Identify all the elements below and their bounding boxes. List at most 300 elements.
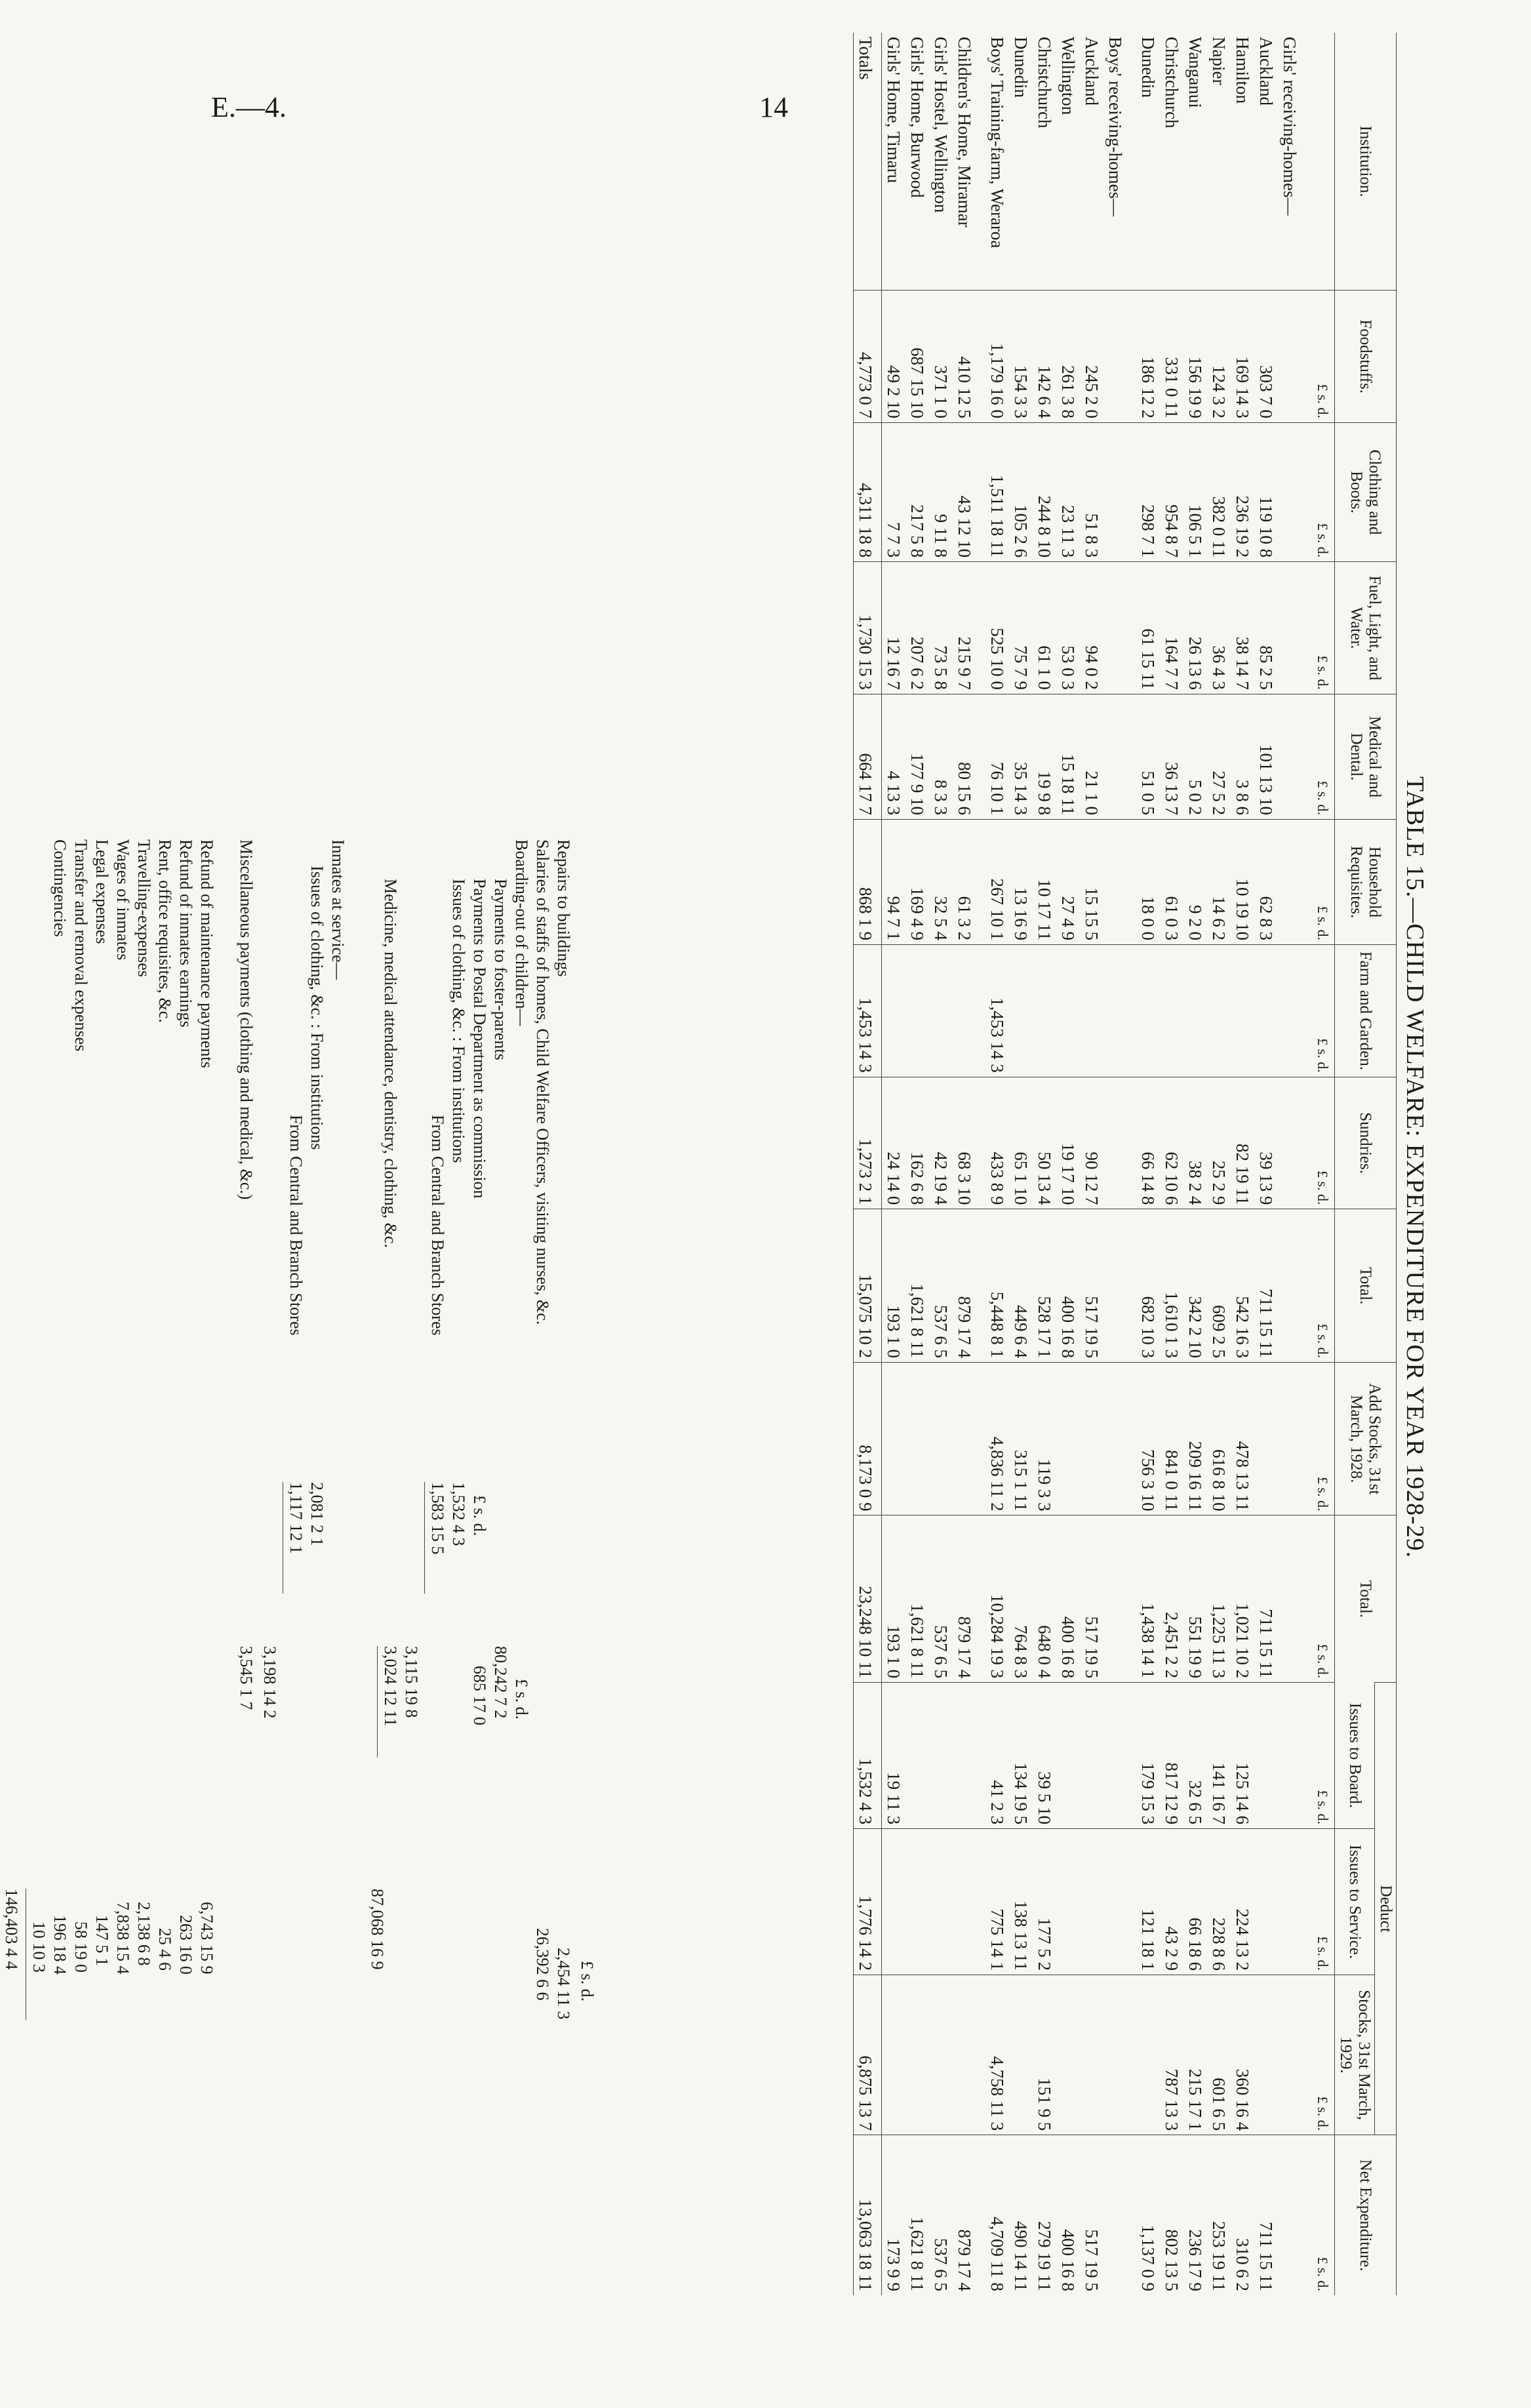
table-cell [905,1829,929,1975]
table-cell: 228 8 6 [1207,1829,1231,1975]
contingencies-amount: 196 18 4 [50,1915,70,1975]
postal-label: Payments to Postal Department as commission [470,879,489,1199]
table-cell [1104,2135,1136,2295]
medicine-sub: 3,024 12 11 [381,1646,400,1727]
issues-central-label: From Central and Branch Stores [428,1115,447,1336]
table-cell: 433 8 9 [985,1077,1009,1209]
table-cell: 9 2 0 [1183,819,1207,944]
issues-unit: £ s. d. [470,1495,489,1536]
refund-maint-label: Refund of maintenance payments [197,839,216,1068]
table-cell: 10,284 19 3 [985,1515,1009,1683]
table-cell: 7 7 3 [882,422,906,561]
table-cell: 1,730 15 3 [854,562,882,694]
refund-maint-amount: 6,743 15 9 [197,1902,216,1975]
legal-label: Legal expenses [92,839,111,944]
table-cell: 4,773 0 7 [854,291,882,423]
table-cell: 21 1 0 [1080,694,1104,819]
travel-amount: 2,138 6 8 [134,1902,153,1966]
table-cell: 10 17 11 [1033,819,1056,944]
table-cell: 4,311 18 8 [854,422,882,561]
table-row [985,33,1009,2295]
table-cell [1104,291,1136,423]
table-cell: 224 13 2 [1231,1829,1254,1975]
table-cell: 12 16 7 [882,562,906,694]
institution-name: Girls' Home, Burwood [907,37,927,198]
table-cell [1104,1362,1136,1515]
table-cell: 193 1 0 [882,1515,906,1683]
table-cell [1136,1975,1160,2135]
table-row [1056,33,1080,2295]
table-cell: 134 19 5 [1009,1683,1033,1829]
table-cell: 35 14 3 [1009,694,1033,819]
table-cell: 310 6 2 [1231,2135,1254,2295]
table-cell: 82 19 11 [1231,1077,1254,1209]
institution-name: Boys' Training-farm, Weraroa [987,37,1007,249]
service-inst-label: Issues of clothing, &c. : From institutions [308,866,327,1150]
table-cell: 1,453 14 3 [854,945,882,1077]
table-cell: 24 14 0 [882,1077,906,1209]
table-row [1136,33,1160,2295]
table-cell [1278,1362,1311,1515]
table-cell: 261 3 8 [1056,291,1080,423]
table-cell [1136,945,1160,1077]
medicine-rule [377,1646,378,1757]
col-institution: Institution. [1335,33,1397,291]
repairs-amount: 2,454 11 3 [554,1948,573,2020]
institution-name: Children's Home, Miramar [955,37,974,228]
table-cell: 80 15 6 [953,694,985,819]
table-cell [1254,1683,1278,1829]
table-cell [1278,1975,1311,2135]
table-cell: 303 7 0 [1254,291,1278,423]
table-cell: 4,836 11 2 [985,1362,1009,1515]
institution-name: Hamilton [1233,37,1252,104]
table-cell: 19 11 3 [882,1683,906,1829]
table-cell: 1,273 2 1 [854,1077,882,1209]
table-cell: 764 8 3 [1009,1515,1033,1683]
table-cell [1104,819,1136,944]
table-cell: 1,438 14 1 [1136,1515,1160,1683]
table-cell: 879 17 4 [953,1209,985,1363]
table-cell: 215 9 7 [953,562,985,694]
table-cell: 687 15 10 [905,291,929,423]
medicine-label: Medicine, medical attendance, dentistry, clothing, &c. [381,879,400,1248]
institution-name: Dunedin [1011,37,1031,98]
table-cell: 66 18 6 [1183,1829,1207,1975]
table-cell: 711 15 11 [1254,1515,1278,1683]
table-cell: 490 14 11 [1009,2135,1033,2295]
wages-label: Wages of inmates [113,839,132,961]
table-cell: 138 13 11 [1009,1829,1033,1975]
table-cell: 1,225 11 3 [1207,1515,1231,1683]
table-cell: 382 0 11 [1207,422,1231,561]
transfer-amount: 58 19 0 [71,1921,90,1973]
table-cell: 169 4 9 [905,819,929,944]
gross-total: 146,403 4 4 [2,1889,21,1970]
institution-name: Girls' receiving-homes— [1280,37,1300,216]
table-cell: 478 13 11 [1231,1362,1254,1515]
table-cell: 682 10 3 [1136,1209,1160,1363]
col-foodstuffs: Foodstuffs. [1335,291,1397,423]
table-row [1009,33,1033,2295]
totals-row [854,33,882,2295]
table-cell: 528 17 1 [1033,1209,1056,1363]
table-cell: 27 5 2 [1207,694,1231,819]
table-cell: 756 3 10 [1136,1362,1160,1515]
issues-institutions: 1,532 4 3 [449,1482,468,1546]
table-cell [929,1362,953,1515]
table-row [882,33,906,2295]
table-cell [1231,945,1254,1077]
table-cell: 36 13 7 [1160,694,1183,819]
table-cell: 1,621 8 11 [905,1209,929,1363]
col-net: Net Expenditure. [1335,2135,1397,2295]
table-cell: 66 14 8 [1136,1077,1160,1209]
table-row [1231,33,1254,2295]
table-cell [953,1362,985,1515]
table-cell [1104,1829,1136,1975]
table-cell: 817 12 9 [1160,1683,1183,1829]
table-cell: 775 14 1 [985,1829,1009,1975]
table-cell: 1,511 18 11 [985,422,1009,561]
table-cell [953,1975,985,2135]
transfer-label: Transfer and removal expenses [71,839,90,1052]
table-cell [1278,1077,1311,1209]
legal-amount: 147 5 1 [92,1915,111,1966]
rent-label: Rent, office requisites, &c. [155,839,174,1023]
table-cell: 73 5 8 [929,562,953,694]
medicine-amount: 87,068 16 9 [368,1889,387,1970]
table-cell: 14 6 2 [1207,819,1231,944]
table-cell: 2,451 2 2 [1160,1515,1183,1683]
table-body [854,33,1335,2295]
table-cell: 62 10 6 [1160,1077,1183,1209]
table-cell [1254,945,1278,1077]
table-cell: 179 15 3 [1136,1683,1160,1829]
institution-name: Auckland [1256,37,1276,106]
table-cell: 525 10 0 [985,562,1009,694]
table-cell: 105 2 6 [1009,422,1033,561]
table-cell [882,945,906,1077]
table-cell: 3 8 6 [1231,694,1254,819]
table-cell: 400 16 8 [1056,1515,1080,1683]
group-heading-row [1104,33,1136,2295]
table-cell: 26 13 6 [1183,562,1207,694]
table-cell: 19 9 8 [1033,694,1056,819]
table-cell: 62 8 3 [1254,819,1278,944]
table-cell: 61 0 3 [1160,819,1183,944]
table-cell: 142 6 4 [1033,291,1056,423]
table-row [1160,33,1183,2295]
table-cell [1104,1515,1136,1683]
table-cell [905,945,929,1077]
table-cell: 4,758 11 3 [985,1975,1009,2135]
table-cell [1104,694,1136,819]
institution-name: Girls' Home, Timaru [884,37,904,184]
misc-label: Miscellaneous payments (clothing and medical, &c.) [237,839,256,1200]
table-cell [882,1362,906,1515]
table-cell [1278,1515,1311,1683]
table-cell: 154 3 3 [1009,291,1033,423]
table-cell [1056,1362,1080,1515]
table-cell: 648 0 4 [1033,1515,1056,1683]
table-cell: 94 7 1 [882,819,906,944]
table-cell: 85 2 5 [1254,562,1278,694]
table-cell: 124 3 2 [1207,291,1231,423]
table-cell [1056,1829,1080,1975]
table-cell [1104,945,1136,1077]
table-cell: 41 2 3 [985,1683,1009,1829]
service-central-label: From Central and Branch Stores [287,1115,306,1336]
institution-name: Boys' receiving-homes— [1105,37,1125,217]
contingencies-label: Contingencies [50,839,70,937]
table-cell: 537 6 5 [929,1515,953,1683]
page-number: 14 [759,91,788,123]
table-cell: 802 13 5 [1160,2135,1183,2295]
table-cell: 8 3 3 [929,694,953,819]
col-medical: Medical and Dental. [1335,694,1397,819]
table-cell: 23,248 10 11 [854,1515,882,1683]
table-cell: 19 17 10 [1056,1077,1080,1209]
table-row [1080,33,1104,2295]
service-sum: 3,198 14 2 [260,1646,279,1719]
table-cell [953,1829,985,1975]
table-cell: 10 19 10 [1231,819,1254,944]
table-cell: 156 19 9 [1183,291,1207,423]
table-cell: 1,453 14 3 [985,945,1009,1077]
rent-amount: 25 4 6 [155,1928,174,1971]
table-cell [1278,2135,1311,2295]
table-cell [1104,1209,1136,1363]
table-cell: 711 15 11 [1254,2135,1278,2295]
deduct-header: Deduct [1375,1683,1397,2135]
table-cell: 169 14 3 [1231,291,1254,423]
table-cell: 449 6 4 [1009,1209,1033,1363]
col-add-stocks: Add Stocks, 31st March, 1928. [1335,1362,1397,1515]
table-cell [1278,1683,1311,1829]
table-cell: 15 18 11 [1056,694,1080,819]
expenditure-table [853,33,1397,2295]
service-heading: Inmates at service— [328,839,348,980]
table-row [929,33,953,2295]
table-cell [929,1975,953,2135]
table-cell: 32 5 4 [929,819,953,944]
table-cell [929,1829,953,1975]
table-cell: 537 6 5 [929,1209,953,1363]
table-cell: 551 19 9 [1183,1515,1207,1683]
postal-amount: 685 17 0 [470,1666,489,1725]
table-cell: 1,621 8 11 [905,1515,929,1683]
table-cell: 5,448 8 1 [985,1209,1009,1363]
table-cell [1009,1975,1033,2135]
table-cell [1278,562,1311,694]
col-clothing: Clothing and Boots. [1335,422,1397,561]
table-cell: 38 14 7 [1231,562,1254,694]
table-cell: 616 8 10 [1207,1362,1231,1515]
table-cell: 6,875 13 7 [854,1975,882,2135]
extra-amount: 10 10 3 [30,1921,49,1973]
table-cell: 400 16 8 [1056,2135,1080,2295]
table-cell [1080,1829,1104,1975]
institution-name: Auckland [1082,37,1102,106]
issues-label: Issues of clothing, &c. : From institutions [449,879,468,1163]
table-cell [1080,945,1104,1077]
table-cell: 9 11 8 [929,422,953,561]
table-cell: 879 17 4 [953,1515,985,1683]
col-issues-service: Issues to Service. [1335,1829,1375,1975]
table-cell: 32 6 5 [1183,1683,1207,1829]
table-cell [1104,1975,1136,2135]
table-cell [1278,819,1311,944]
units-row: £ s. d. £ s. d. £ s. d. £ s. d. £ s. d. £ s. d. £ s. d. £ s. d. £ s. d. £ s. d. £ s. d. £ s. d. £ s. d. £ s. d. [1311,33,1335,2295]
table-cell: 94 0 2 [1080,562,1104,694]
table-cell [1278,422,1311,561]
table-cell [1009,945,1033,1077]
travel-label: Travelling-expenses [134,839,153,977]
table-cell: 141 16 7 [1207,1683,1231,1829]
table-cell [1207,945,1231,1077]
table-cell: 1,532 4 3 [854,1683,882,1829]
col-sundries: Sundries. [1335,1077,1397,1209]
table-cell: 4 13 3 [882,694,906,819]
salaries-amount: 26,392 6 6 [533,1928,552,2001]
table-cell: 315 1 11 [1009,1362,1033,1515]
table-cell: 15,075 10 2 [854,1209,882,1363]
table-cell: 609 2 5 [1207,1209,1231,1363]
misc-sub: 3,545 1 7 [237,1646,256,1710]
institution-name: Wellington [1058,37,1078,115]
table-row [1183,33,1207,2295]
foster-amount: 80,242 7 2 [491,1646,510,1719]
table-cell: 245 2 0 [1080,291,1104,423]
issues-central: 1,583 15 5 [428,1482,447,1555]
table-cell [953,1683,985,1829]
institution-name: Totals [854,33,882,291]
table-cell: 1,137 0 9 [1136,2135,1160,2295]
table-cell: 1,776 14 2 [854,1829,882,1975]
refund-inmates-label: Refund of inmates earnings [176,839,195,1028]
table-cell [1056,945,1080,1077]
table-cell [1080,1975,1104,2135]
table-cell [1056,1975,1080,2135]
table-cell: 215 17 1 [1183,1975,1207,2135]
table-cell: 61 1 0 [1033,562,1056,694]
table-cell: 537 6 5 [929,2135,953,2295]
table-cell [1104,1683,1136,1829]
rotated-table-region [2,20,1429,2315]
table-cell: 868 1 9 [854,819,882,944]
table-cell: 186 12 2 [1136,291,1160,423]
table-cell [1104,422,1136,561]
table-cell [953,945,985,1077]
table-cell: 61 15 11 [1136,562,1160,694]
table-cell: 38 2 4 [1183,1077,1207,1209]
table-cell [1104,1077,1136,1209]
table-cell: 517 19 5 [1080,1209,1104,1363]
table-row [1207,33,1231,2295]
table-cell: 5 0 2 [1183,694,1207,819]
table-cell [1278,1209,1311,1363]
table-cell [905,1683,929,1829]
table-cell: 49 2 10 [882,291,906,423]
table-cell [905,1362,929,1515]
table-cell [1278,694,1311,819]
table-cell: 542 16 3 [1231,1209,1254,1363]
institution-name: Girls' Hostel, Wellington [931,37,951,213]
col-fuel: Fuel, Light, and Water. [1335,562,1397,694]
table-cell: 841 0 11 [1160,1362,1183,1515]
institution-name: Dunedin [1138,37,1158,98]
summary-unit: £ s. d. [578,1961,597,2002]
table-cell: 331 0 11 [1160,291,1183,423]
table-cell: 664 17 7 [854,694,882,819]
institution-name: Christchurch [1035,37,1054,129]
table-cell: 90 12 7 [1080,1077,1104,1209]
table-cell: 43 2 9 [1160,1829,1183,1975]
table-cell: 244 8 10 [1033,422,1056,561]
table-cell: 75 7 9 [1009,562,1033,694]
table-cell: 177 9 10 [905,694,929,819]
col-household: Household Requisites. [1335,819,1397,944]
table-cell: 162 6 8 [905,1077,929,1209]
table-cell: 4,709 11 8 [985,2135,1009,2295]
table-cell: 76 10 1 [985,694,1009,819]
table-cell [1033,945,1056,1077]
boarding-heading: Boarding-out of children— [512,839,531,1026]
table-cell: 119 10 8 [1254,422,1278,561]
wages-amount: 7,838 15 4 [113,1902,132,1975]
salaries-label: Salaries of staffs of homes, Child Welfare Officers, visiting nurses, &c. [533,839,552,1325]
table-cell: 410 12 5 [953,291,985,423]
table-cell: 23 11 3 [1056,422,1080,561]
table-cell: 121 18 1 [1136,1829,1160,1975]
table-cell: 1,021 10 2 [1231,1515,1254,1683]
table-cell: 65 1 10 [1009,1077,1033,1209]
table-cell [1080,1683,1104,1829]
table-cell: 193 1 0 [882,1209,906,1363]
institution-name: Napier [1209,37,1229,85]
col-stocks-1929: Stocks, 31st March, 1929. [1335,1975,1375,2135]
repairs-label: Repairs to buildings [554,839,573,977]
col-total: Total. [1335,1209,1397,1363]
institution-name: Wanganui [1185,37,1205,108]
table-cell: 42 19 4 [929,1077,953,1209]
table-cell: 954 8 7 [1160,422,1183,561]
table-cell [1056,1683,1080,1829]
table-cell: 400 16 8 [1056,1209,1080,1363]
boarding-unit: £ s. d. [512,1679,531,1720]
col-issues-board: Issues to Board. [1335,1683,1375,1829]
table-cell: 207 6 2 [905,562,929,694]
table-cell: 18 0 0 [1136,819,1160,944]
table-cell [905,1975,929,2135]
table-cell: 53 0 3 [1056,562,1080,694]
table-cell: 39 5 10 [1033,1683,1056,1829]
table-cell: 106 5 1 [1183,422,1207,561]
table-cell: 601 6 5 [1207,1975,1231,2135]
table-cell: 27 4 9 [1056,819,1080,944]
table-cell: 13,063 18 11 [854,2135,882,2295]
table-cell: 298 7 1 [1136,422,1160,561]
table-cell [882,1975,906,2135]
table-row [905,33,929,2295]
table-cell [1278,945,1311,1077]
table-cell: 787 13 3 [1160,1975,1183,2135]
service-inst: 2,081 2 1 [308,1482,327,1546]
table-cell: 8,173 0 9 [854,1362,882,1515]
table-cell: 879 17 4 [953,2135,985,2295]
table-cell: 360 16 4 [1231,1975,1254,2135]
